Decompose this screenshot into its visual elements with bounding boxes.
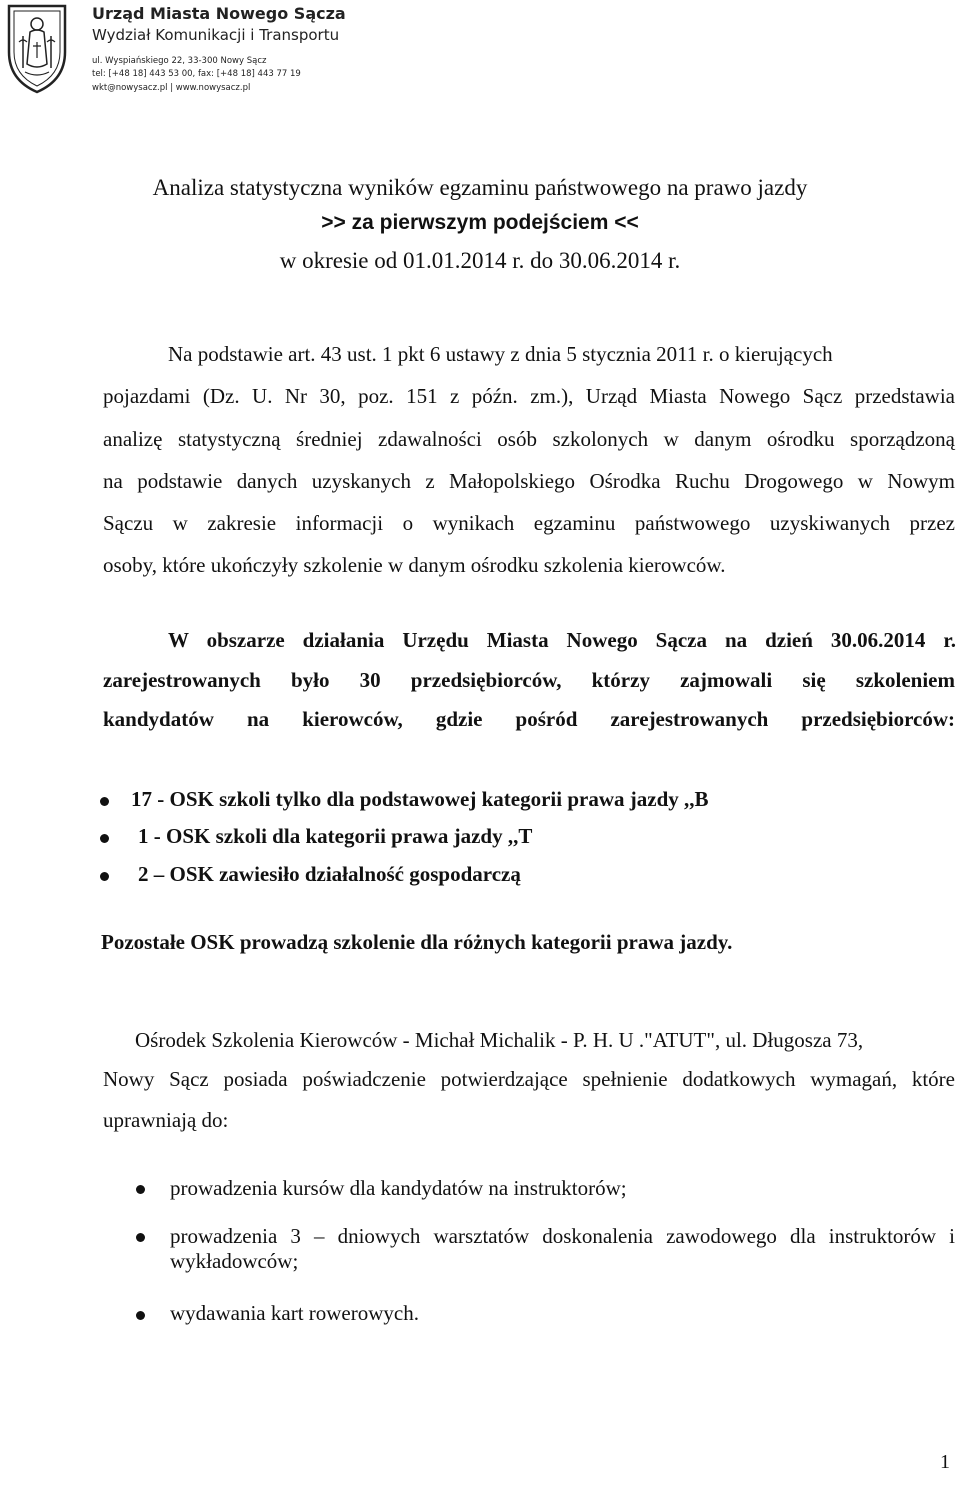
intro-line: pojazdami (Dz. U. Nr 30, poz. 151 z późn. zm.), Urząd Miasta Nowego Sącz przedstawia — [103, 384, 955, 408]
center-line: uprawniają do: — [103, 1108, 229, 1132]
intro-line: na podstawie danych uzyskanych z Małopolskiego Ośrodka Ruchu Drogowego w Nowym — [103, 469, 955, 493]
letterhead-title: Urząd Miasta Nowego Sącza — [92, 4, 346, 23]
letterhead-phone: tel: [+48 18] 443 53 00, fax: [+48 18] 443 77 19 — [92, 69, 301, 79]
center-line: Nowy Sącz posiada poświadczenie potwierdzające spełnienie dodatkowych wymagań, które — [103, 1067, 955, 1091]
osk-list-item: 2 – OSK zawiesiło działalność gospodarczą — [138, 862, 521, 886]
heading-line-3: w okresie od 01.01.2014 r. do 30.06.2014 r. — [279, 248, 681, 273]
osk-list-item: 17 - OSK szkoli tylko dla podstawowej kategorii prawa jazdy ,,B — [131, 787, 709, 811]
intro-line: Na podstawie art. 43 ust. 1 pkt 6 ustawy z dnia 5 stycznia 2011 r. o kierujących — [168, 342, 833, 366]
bullet-icon — [100, 834, 109, 843]
rights-list-item-continuation: wykładowców; — [170, 1249, 299, 1273]
page-number: 1 — [940, 1451, 950, 1473]
bullet-icon — [136, 1311, 145, 1320]
other-osk-note: Pozostałe OSK prowadzą szkolenie dla różnych kategorii prawa jazdy. — [101, 930, 733, 954]
intro-line: analizę statystyczną średniej zdawalności osób szkolonych w danym ośrodku sporządzoną — [103, 427, 955, 451]
area-line: kandydatów na kierowców, gdzie pośród zarejestrowanych przedsiębiorców: — [103, 707, 955, 731]
bullet-icon — [136, 1185, 145, 1194]
area-line: W obszarze działania Urzędu Miasta Nowego Sącza na dzień 30.06.2014 r. — [168, 628, 956, 652]
letterhead-web: wkt@nowysacz.pl | www.nowysacz.pl — [92, 83, 251, 93]
area-line: zarejestrowanych było 30 przedsiębiorców, którzy zajmowali się szkoleniem — [103, 668, 955, 692]
osk-list-item: 1 - OSK szkoli dla kategorii prawa jazdy ,,T — [138, 824, 533, 848]
heading-line-1: Analiza statystyczna wyników egzaminu państwowego na prawo jazdy — [152, 175, 808, 200]
rights-list-item: prowadzenia kursów dla kandydatów na instruktorów; — [170, 1176, 627, 1200]
bullet-icon — [100, 872, 109, 881]
rights-list-item: wydawania kart rowerowych. — [170, 1301, 419, 1325]
bullet-icon — [100, 797, 109, 806]
letterhead — [0, 0, 400, 100]
rights-list-item: prowadzenia 3 – dniowych warsztatów doskonalenia zawodowego dla instruktorów i — [170, 1224, 955, 1248]
center-line: Ośrodek Szkolenia Kierowców - Michał Michalik - P. H. U ."ATUT", ul. Długosza 73, — [135, 1028, 864, 1052]
letterhead-subtitle: Wydział Komunikacji i Transportu — [92, 26, 340, 44]
heading-line-2: >> za pierwszym podejściem << — [321, 211, 639, 234]
intro-line: osoby, które ukończyły szkolenie w danym ośrodku szkolenia kierowców. — [103, 553, 726, 577]
letterhead-address: ul. Wyspiańskiego 22, 33-300 Nowy Sącz — [92, 56, 267, 66]
city-crest-icon — [3, 2, 71, 94]
intro-line: Sączu w zakresie informacji o wynikach egzaminu państwowego uzyskiwanych przez — [103, 511, 955, 535]
bullet-icon — [136, 1233, 145, 1242]
